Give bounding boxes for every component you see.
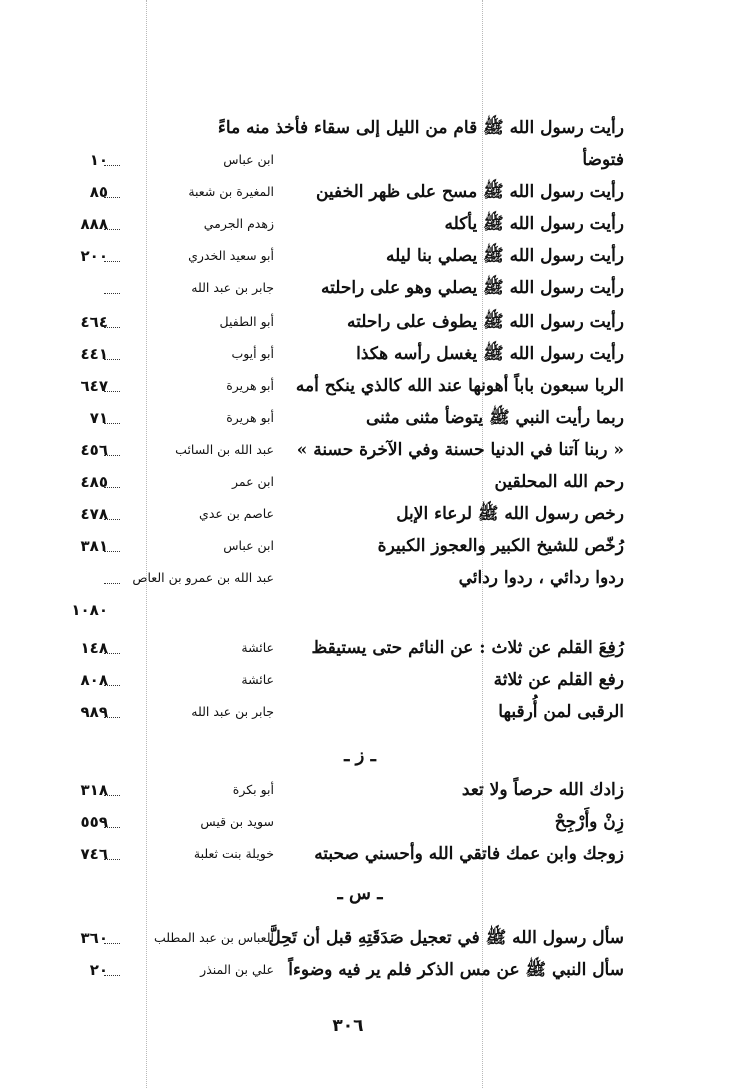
hadith-number: ٢٠٠ (80, 247, 108, 265)
hadith-text: ربما رأيت النبي ﷺ يتوضأ مثنى مثنى (365, 408, 624, 428)
index-row (0, 176, 749, 208)
hadith-text: رأيت رسول الله ﷺ يصلي وهو على راحلته (320, 278, 624, 298)
hadith-text: الرقبى لمن أُرقبها (498, 702, 624, 722)
index-row (0, 272, 749, 304)
hadith-text: سأل رسول الله ﷺ في تعجيل صَدَقَتِهِ قبل أن تَحِلَّ (268, 928, 624, 948)
hadith-text: رأيت رسول الله ﷺ يغسل رأسه هكذا (356, 344, 624, 364)
hadith-number: ١٤٨ (80, 639, 108, 657)
hadith-text: ردوا ردائي ، ردوا ردائي (458, 568, 624, 588)
hadith-text: فتوضأ (582, 150, 624, 170)
narrator-name: أبو الطفيل (219, 314, 274, 329)
hadith-number: ٥٥٩ (80, 813, 108, 831)
index-row (0, 402, 749, 434)
index-row (0, 954, 749, 986)
hadith-text: سأل النبي ﷺ عن مس الذكر فلم ير فيه وضوءاً (288, 960, 624, 980)
narrator-name: ابن عمر (231, 474, 274, 489)
hadith-text: « ربنا آتنا في الدنيا حسنة وفي الآخرة حسنة » (296, 440, 624, 460)
narrator-name: سويد بن قيس (200, 814, 274, 829)
hadith-text: الربا سبعون باباً أهونها عند الله كالذي ينكح أمه (295, 376, 624, 396)
hadith-number: ٤٦٤ (80, 313, 108, 331)
hadith-number: ٧٤٦ (80, 845, 108, 863)
narrator-name: جابر بن عبد الله (191, 280, 274, 295)
narrator-name: أبو سعيد الخدري (188, 248, 274, 263)
hadith-number: ٣٦٠ (80, 929, 108, 947)
hadith-number: ٦٤٧ (80, 377, 108, 395)
narrator-name: خويلة بنت ثعلبة (193, 846, 274, 861)
hadith-text: رأيت رسول الله ﷺ يطوف على راحلته (347, 312, 624, 332)
index-row (0, 338, 749, 370)
hadith-text: رأيت رسول الله ﷺ قام من الليل إلى سقاء فأخذ منه ماءً (217, 118, 624, 138)
narrator-name: عائشة (241, 672, 274, 687)
narrator-name: ابن عباس (223, 538, 274, 553)
page-number: ٣٠٦ (332, 1016, 364, 1036)
hadith-number: ٣٨١ (80, 537, 108, 555)
index-row (0, 562, 749, 594)
hadith-text: رُخّص للشيخ الكبير والعجوز الكبيرة (377, 536, 624, 556)
index-row (0, 112, 749, 144)
index-row (0, 838, 749, 870)
hadith-text: زِنْ وأَرْجِحْ (554, 812, 624, 832)
index-row (0, 434, 749, 466)
hadith-text: رأيت رسول الله ﷺ يأكله (444, 214, 624, 234)
leader-dots (104, 583, 120, 584)
hadith-number: ٢٠ (89, 961, 108, 979)
index-row (0, 466, 749, 498)
leader-dots (104, 293, 120, 294)
narrator-name: علي بن المنذر (200, 962, 274, 977)
narrator-name: عبد الله بن السائب (175, 442, 274, 457)
hadith-text: رخص رسول الله ﷺ لرعاء الإبل (396, 504, 624, 524)
hadith-number: ٨٥ (89, 183, 108, 201)
narrator-name: ابن عباس (223, 152, 274, 167)
narrator-name: أبو هريرة (226, 410, 274, 425)
hadith-text: رأيت رسول الله ﷺ مسح على ظهر الخفين (315, 182, 624, 202)
narrator-name: المغيرة بن شعبة (188, 184, 274, 199)
hadith-number: ٤٧٨ (80, 505, 108, 523)
narrator-name: أبو بكرة (232, 782, 274, 797)
index-row (0, 208, 749, 240)
section-heading: ـ ز ـ (344, 745, 376, 766)
index-row (0, 498, 749, 530)
hadith-number: ٧١ (89, 409, 108, 427)
index-row (0, 144, 749, 176)
index-row (0, 664, 749, 696)
index-row (0, 530, 749, 562)
index-row (0, 696, 749, 728)
hadith-number: ٣١٨ (80, 781, 108, 799)
index-row (0, 306, 749, 338)
index-row (0, 370, 749, 402)
hadith-text: زوجك وابن عمك فاتقي الله وأحسني صحبته (314, 844, 624, 864)
hadith-text: رفع القلم عن ثلاثة (493, 670, 624, 690)
index-row (0, 240, 749, 272)
hadith-text: رُفِعَ القلم عن ثلاث : عن النائم حتى يستيقظ (311, 638, 624, 658)
narrator-name: أبو أيوب (231, 346, 274, 361)
narrator-name: أبو هريرة (226, 378, 274, 393)
narrator-name: جابر بن عبد الله (191, 704, 274, 719)
hadith-number: ٤٥٦ (80, 441, 108, 459)
hadith-number: ٨٠٨ (80, 671, 108, 689)
narrator-name: عبد الله بن عمرو بن العاص (132, 570, 274, 585)
section-heading: ـ س ـ (337, 883, 383, 904)
hadith-number: ٤٤١ (80, 345, 108, 363)
index-row (0, 922, 749, 954)
hadith-number: ١٠٨٠ (71, 601, 108, 619)
narrator-name: زهدم الجرمي (203, 216, 274, 231)
hadith-number: ٨٨٨ (80, 215, 108, 233)
hadith-text: رحم الله المحلقين (494, 472, 624, 492)
hadith-number: ٤٨٥ (80, 473, 108, 491)
index-row (0, 632, 749, 664)
hadith-text: زادك الله حرصاً ولا تعد (461, 780, 624, 800)
narrator-name: عاصم بن عدي (199, 506, 274, 521)
hadith-text: رأيت رسول الله ﷺ يصلي بنا ليله (386, 246, 624, 266)
hadith-number: ١٠ (89, 151, 108, 169)
index-row (0, 806, 749, 838)
hadith-number: ٩٨٩ (80, 703, 108, 721)
index-row (0, 594, 749, 626)
index-row (0, 774, 749, 806)
narrator-name: العباس بن عبد المطلب (153, 930, 274, 945)
narrator-name: عائشة (241, 640, 274, 655)
